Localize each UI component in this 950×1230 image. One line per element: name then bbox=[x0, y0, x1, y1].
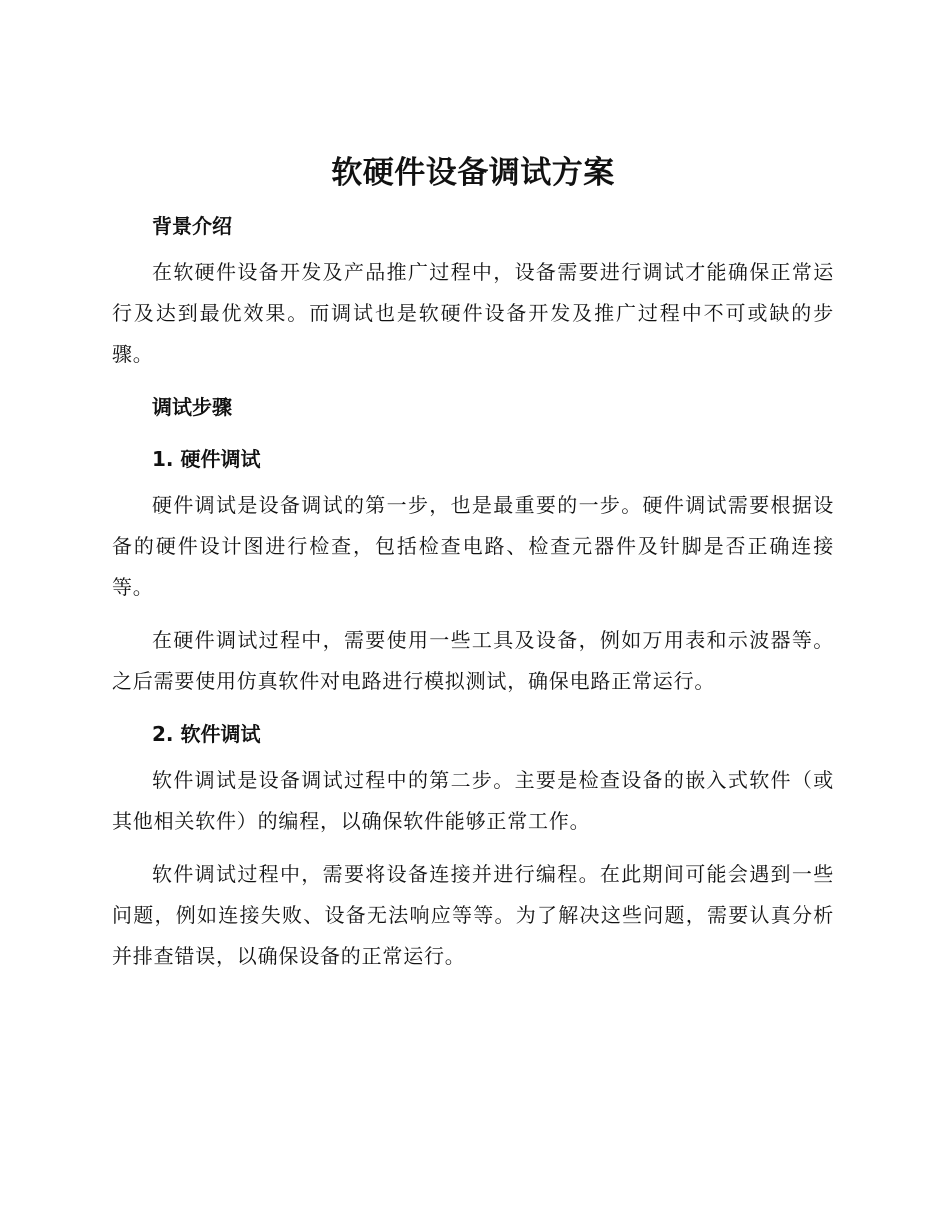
heading-software: 2. 软件调试 bbox=[152, 722, 261, 746]
paragraph-hardware-1: 硬件调试是设备调试的第一步，也是最重要的一步。硬件调试需要根据设备的硬件设计图进行检查，包括检查电路、检查元器件及针脚是否正确连接等。 bbox=[112, 493, 834, 599]
paragraph-background-1: 在软硬件设备开发及产品推广过程中，设备需要进行调试才能确保正常运行及达到最优效果。而调试也是软硬件设备开发及推广过程中不可或缺的步骤。 bbox=[112, 260, 834, 366]
paragraph-software-1: 软件调试是设备调试过程中的第二步。主要是检查设备的嵌入式软件（或其他相关软件）的编程，以确保软件能够正常工作。 bbox=[112, 768, 834, 833]
heading-hardware: 1. 硬件调试 bbox=[152, 447, 261, 471]
paragraph-hardware-2: 在硬件调试过程中，需要使用一些工具及设备，例如万用表和示波器等。之后需要使用仿真软件对电路进行模拟测试，确保电路正常运行。 bbox=[112, 628, 834, 693]
document-page bbox=[112, 150, 834, 977]
paragraph-software-2: 软件调试过程中，需要将设备连接并进行编程。在此期间可能会遇到一些问题，例如连接失败、设备无法响应等等。为了解决这些问题，需要认真分析并排查错误，以确保设备的正常运行。 bbox=[112, 862, 834, 968]
heading-background: 背景介绍 bbox=[152, 214, 232, 238]
document-title: 软硬件设备调试方案 bbox=[331, 155, 615, 191]
heading-steps: 调试步骤 bbox=[152, 395, 232, 419]
